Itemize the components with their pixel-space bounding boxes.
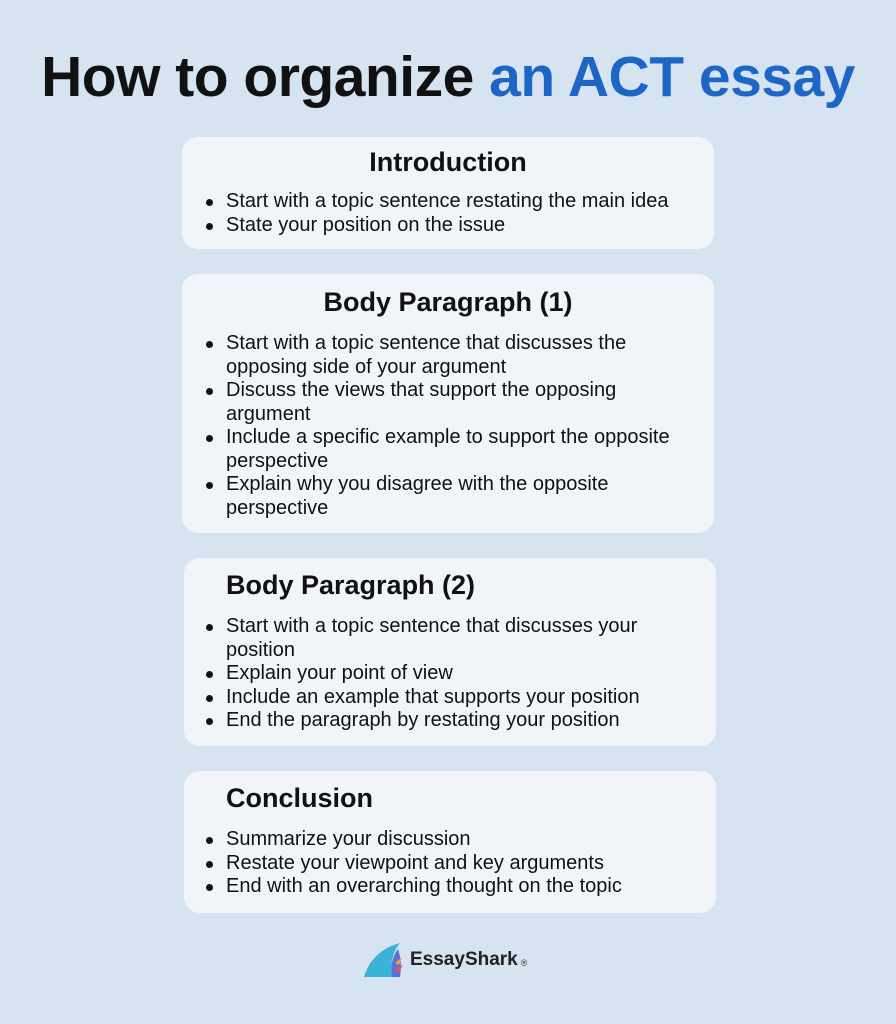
list-item: Discuss the views that support the opposing argument bbox=[204, 379, 694, 426]
body-paragraph-1-heading: Body Paragraph (1) bbox=[323, 287, 573, 317]
list-item: End the paragraph by restating your position bbox=[204, 709, 674, 733]
registered-mark: ® bbox=[520, 957, 528, 968]
list-item: Explain why you disagree with the opposite perspective bbox=[204, 473, 694, 520]
list-item: Start with a topic sentence restating the main idea bbox=[204, 190, 714, 214]
list-item: State your position on the issue bbox=[204, 214, 714, 238]
introduction-card bbox=[182, 137, 714, 249]
shark-fin-icon bbox=[362, 943, 404, 977]
list-item: Restate your viewpoint and key arguments bbox=[204, 852, 684, 876]
body-paragraph-1-card bbox=[182, 274, 714, 533]
body-paragraph-2-card bbox=[184, 558, 716, 746]
page-title bbox=[0, 44, 896, 110]
essayshark-logo[interactable] bbox=[362, 942, 527, 978]
introduction-list bbox=[204, 190, 714, 237]
list-item: End with an overarching thought on the topic bbox=[204, 875, 684, 899]
list-item: Summarize your discussion bbox=[204, 828, 684, 852]
body-paragraph-2-heading: Body Paragraph (2) bbox=[226, 570, 476, 600]
list-item: Include a specific example to support the opposite perspective bbox=[204, 426, 694, 473]
conclusion-list bbox=[204, 828, 684, 899]
conclusion-card bbox=[184, 771, 716, 913]
title-accent: an ACT essay bbox=[489, 45, 855, 109]
body-paragraph-2-list bbox=[204, 615, 674, 733]
brand-name: EssayShark bbox=[410, 949, 518, 970]
title-prefix: How to organize bbox=[41, 45, 474, 109]
list-item: Start with a topic sentence that discusses your position bbox=[204, 615, 674, 662]
list-item: Explain your point of view bbox=[204, 662, 674, 686]
body-paragraph-1-list bbox=[204, 332, 694, 520]
list-item: Start with a topic sentence that discusses the opposing side of your argument bbox=[204, 332, 694, 379]
conclusion-heading: Conclusion bbox=[226, 783, 373, 813]
introduction-heading: Introduction bbox=[369, 147, 527, 177]
list-item: Include an example that supports your position bbox=[204, 686, 674, 710]
